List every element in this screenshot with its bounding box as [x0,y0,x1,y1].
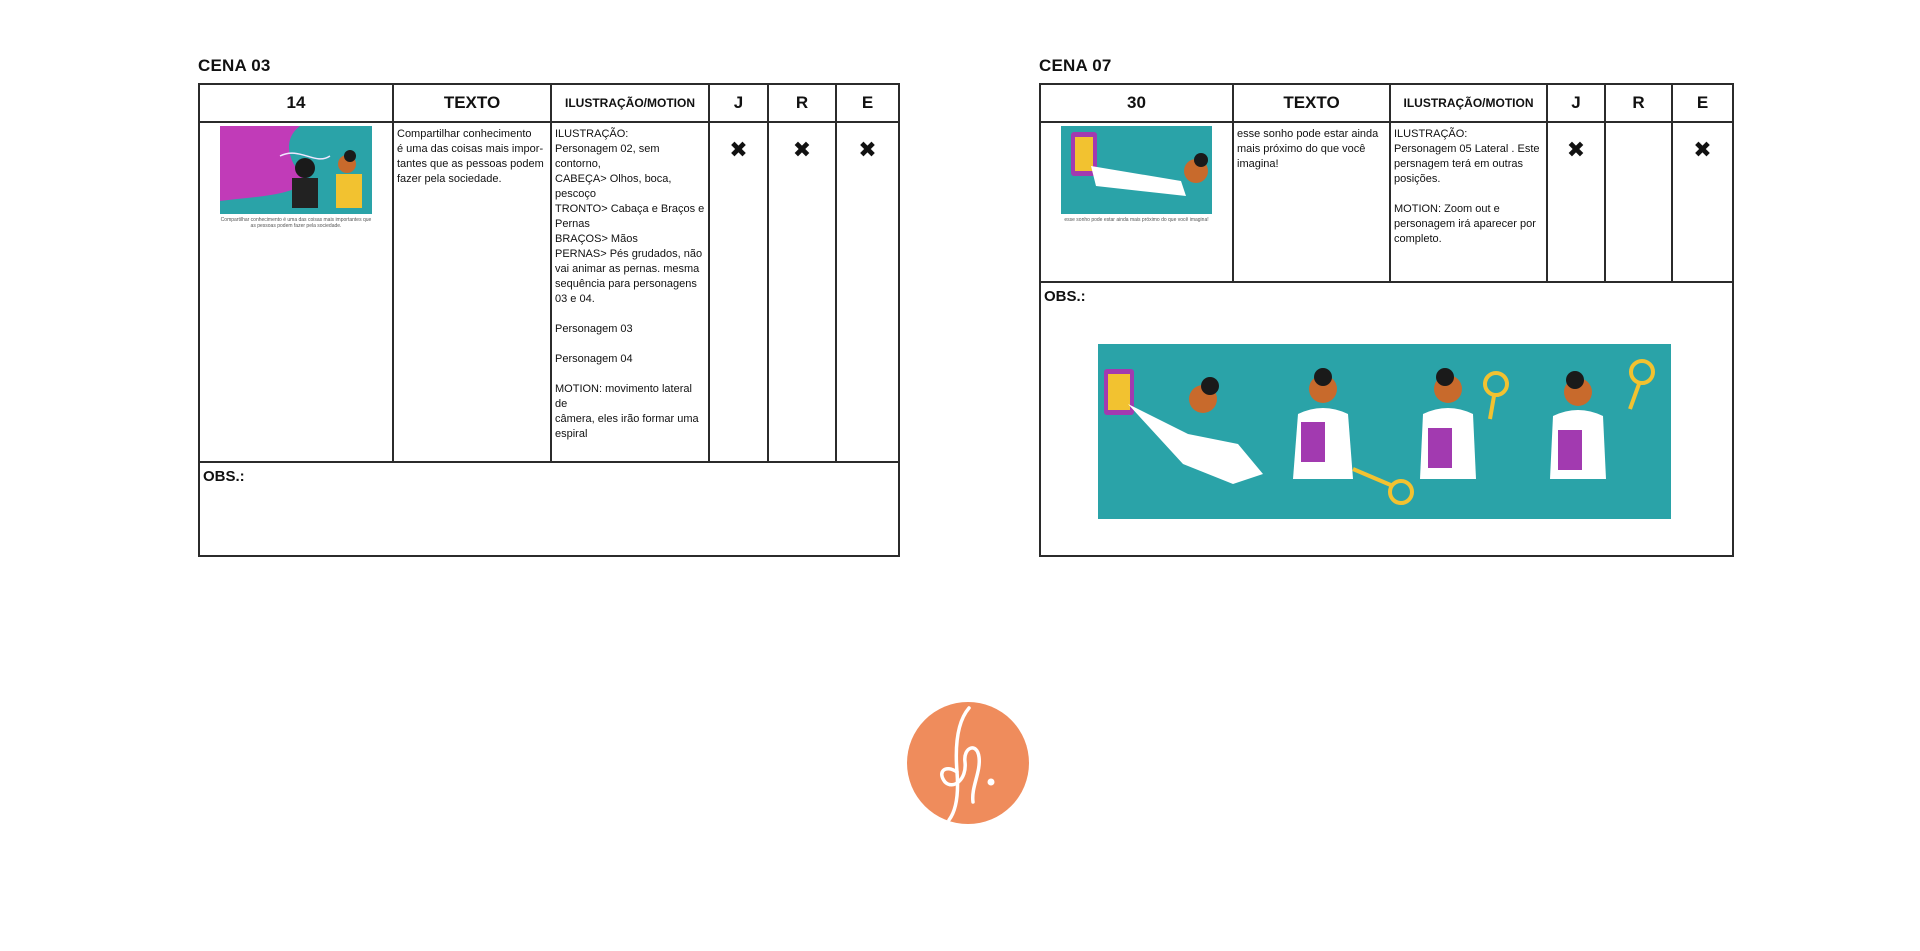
storyboard-thumbnail [220,126,372,214]
header-row [199,84,899,122]
obs-label: OBS.: [203,468,245,485]
j-cell[interactable] [1547,122,1605,282]
frame-number-header: 14 [199,84,393,122]
scene-card-07 [1039,56,1732,557]
r-cell[interactable] [768,122,836,462]
scene-table [198,83,900,557]
illustration-cell [551,122,709,462]
check-mark-icon: ✖ [858,137,877,162]
brand-logo [907,702,1029,824]
obs-cell [199,462,899,556]
check-mark-icon: ✖ [729,137,748,162]
texto-header: TEXTO [1233,84,1390,122]
thumbnail-caption: esse sonho pode estar ainda mais próximo do que você imagina! [1064,217,1209,223]
scene-card-03 [198,56,898,557]
texto-content: esse sonho pode estar ainda mais próximo do que você imagina! [1237,128,1379,170]
e-cell[interactable] [1672,122,1733,282]
e-header: E [1672,84,1733,122]
content-row [1040,122,1733,282]
content-row [199,122,899,462]
thumbnail-caption: Compartilhar conhecimento é uma das coisas mais importantes que as pessoas podem fazer pela sociedade. [220,217,372,229]
illustration-header: ILUSTRAÇÃO/MOTION [1390,84,1547,122]
r-cell[interactable] [1605,122,1672,282]
obs-cell [1040,282,1733,556]
header-row [1040,84,1733,122]
texto-header: TEXTO [393,84,551,122]
obs-row [1040,282,1733,556]
illustration-cell [1390,122,1547,282]
check-mark-icon: ✖ [1566,137,1586,162]
scene-table [1039,83,1734,557]
scene-title: CENA 07 [1039,56,1112,75]
illustration-header: ILUSTRAÇÃO/MOTION [551,84,709,122]
j-header: J [1547,84,1605,122]
r-header: R [768,84,836,122]
r-header: R [1605,84,1672,122]
thumbnail-cell [199,122,393,462]
illustration-content: ILUSTRAÇÃO: Personagem 02, sem contorno, CABEÇA> Olhos, boca, pescoço TRONTO> Cabaça e Braços e Pernas BRAÇOS> Mãos PERNAS> Pés grudados, não vai animar as pernas. mesma sequência para personagens 03 e 04. Personagem 03 Personagem 04 MOTION: movimento lateral de câmera, eles irão formar uma espiral [555,128,705,440]
e-cell[interactable] [836,122,899,462]
j-cell[interactable] [709,122,768,462]
texto-cell [1233,122,1390,282]
obs-label: OBS.: [1044,288,1086,305]
storyboard-thumbnail [1061,126,1212,214]
e-header: E [836,84,899,122]
thumbnail-cell [1040,122,1233,282]
scene-title: CENA 03 [198,56,271,75]
check-mark-icon [1606,123,1671,140]
check-mark-icon: ✖ [792,137,812,162]
character-sequence-illustration [1098,344,1671,519]
check-mark-icon: ✖ [1693,137,1712,162]
illustration-content: ILUSTRAÇÃO: Personagem 05 Lateral . Este persnagem terá em outras posições. MOTION: Zoom out e personagem irá aparecer por completo. [1394,128,1540,245]
texto-content: Compartilhar conhecimento é uma das coisas mais impor- tantes que as pessoas podem fazer pela sociedade. [397,128,544,185]
texto-cell [393,122,551,462]
j-header: J [709,84,768,122]
frame-number-header: 30 [1040,84,1233,122]
obs-row [199,462,899,556]
